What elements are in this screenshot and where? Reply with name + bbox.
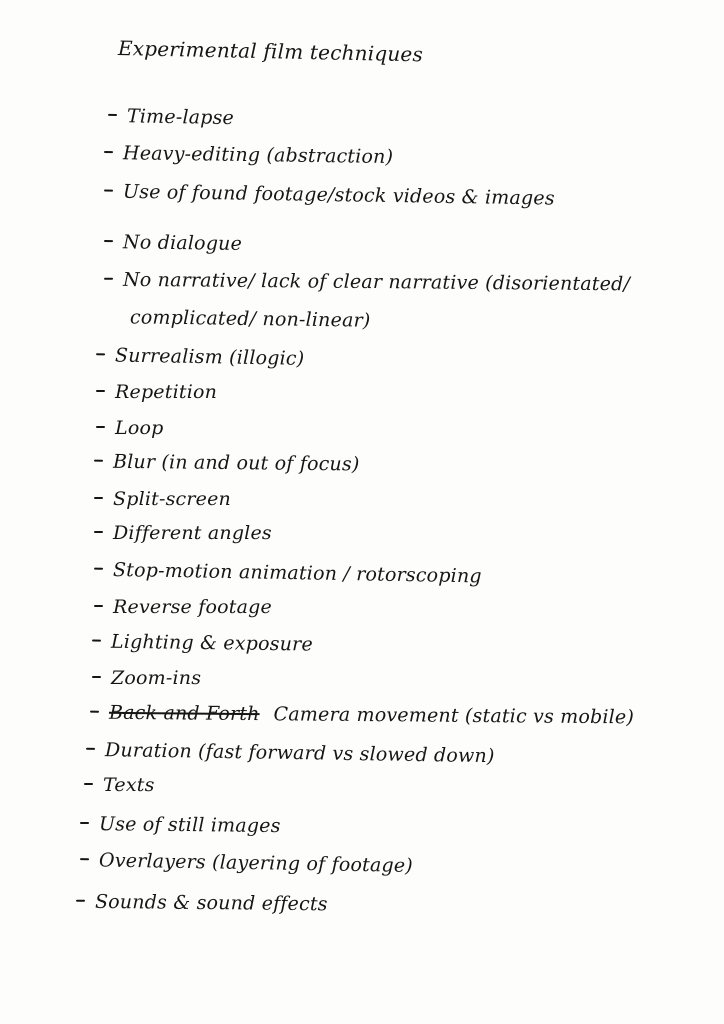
list-item-text: Overlayers (layering of footage) xyxy=(98,849,414,877)
list-item-text: Sounds & sound effects xyxy=(94,890,328,916)
bullet-dash xyxy=(104,278,113,280)
bullet-dash xyxy=(94,497,103,499)
list-item-text: Use of found footage/stock videos & images xyxy=(122,180,555,210)
list-item xyxy=(86,739,495,767)
bullet-dash xyxy=(92,639,101,641)
list-item xyxy=(108,105,234,129)
list-item xyxy=(80,849,413,877)
bullet-dash xyxy=(96,426,105,428)
list-item-text: Blur (in and out of focus) xyxy=(112,450,360,476)
list-item-text: Different angles xyxy=(113,522,272,544)
list-item-text: Heavy-editing (abstraction) xyxy=(122,142,394,169)
list-item xyxy=(80,813,281,837)
list-item xyxy=(96,344,305,370)
list-item-text: No dialogue xyxy=(122,231,243,255)
list-item xyxy=(84,774,155,796)
list-item-text: Texts xyxy=(103,774,155,796)
list-item xyxy=(94,488,231,510)
struck-text: Back and Forth xyxy=(108,701,260,726)
bullet-dash xyxy=(80,858,89,860)
bullet-dash xyxy=(76,900,85,902)
list-item xyxy=(92,630,313,655)
list-item-text: Lighting & exposure xyxy=(110,630,314,656)
bullet-dash xyxy=(86,748,95,750)
list-item-text: Use of still images xyxy=(98,813,281,838)
bullet-dash xyxy=(94,460,103,462)
bullet-dash xyxy=(94,568,103,570)
list-item xyxy=(94,522,272,544)
list-item xyxy=(90,702,634,729)
bullet-dash xyxy=(96,390,105,392)
bullet-dash xyxy=(94,605,103,607)
page-title: Experimental film techniques xyxy=(117,36,424,67)
list-item xyxy=(94,559,482,588)
list-item xyxy=(94,451,360,476)
list-item-text: Stop-motion animation / rotorscoping xyxy=(112,558,482,588)
list-item xyxy=(96,417,163,439)
list-item-text: Split-screen xyxy=(113,488,231,510)
bullet-dash xyxy=(80,822,89,824)
list-item-text: Surrealism (illogic) xyxy=(114,344,305,370)
list-item-text: Reverse footage xyxy=(113,596,272,618)
bullet-dash xyxy=(84,783,93,785)
list-item xyxy=(104,269,630,296)
list-item-text: No narrative/ lack of clear narrative (disorientated/ xyxy=(122,268,631,296)
list-item-text: Loop xyxy=(115,417,164,439)
list-item xyxy=(104,180,555,209)
bullet-dash xyxy=(104,151,113,153)
list-item-text: Zoom-ins xyxy=(111,667,202,689)
list-item xyxy=(104,142,393,168)
bullet-dash xyxy=(94,531,103,533)
list-item-continuation: complicated/ non-linear) xyxy=(129,306,371,332)
list-item xyxy=(94,596,272,618)
bullet-dash xyxy=(108,114,117,116)
list-item-text: Camera movement (static vs mobile) xyxy=(273,703,635,729)
list-item-text: Time-lapse xyxy=(126,105,235,130)
list-item xyxy=(92,667,201,689)
list-item xyxy=(104,231,242,255)
bullet-dash xyxy=(104,189,113,191)
list-item-text: Repetition xyxy=(115,381,218,403)
list-item xyxy=(96,381,217,403)
list-item xyxy=(76,891,328,916)
bullet-dash xyxy=(90,711,99,713)
bullet-dash xyxy=(92,676,101,678)
bullet-dash xyxy=(96,353,105,355)
list-item-text: Duration (fast forward vs slowed down) xyxy=(104,739,495,768)
bullet-dash xyxy=(104,240,113,242)
